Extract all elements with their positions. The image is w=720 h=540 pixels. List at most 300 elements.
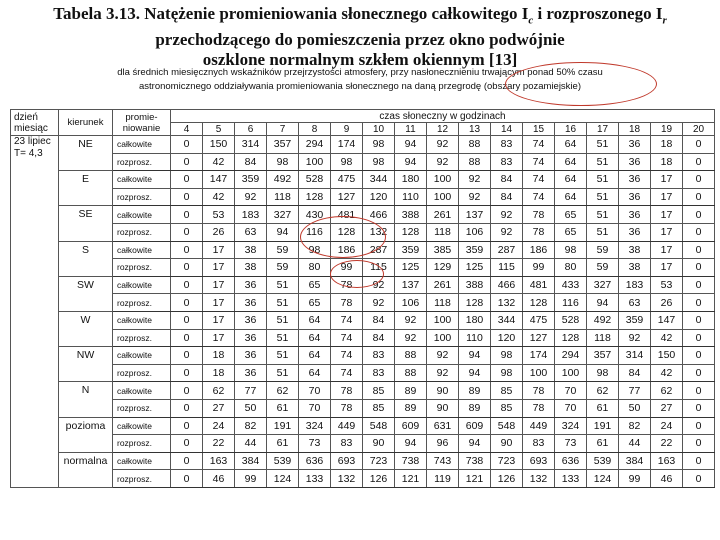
value-cell: 74: [523, 188, 555, 206]
value-cell: 17: [203, 311, 235, 329]
value-cell: 388: [395, 206, 427, 224]
table-row: [11, 294, 715, 312]
value-cell: 84: [619, 364, 651, 382]
value-cell: 92: [363, 294, 395, 312]
value-cell: 59: [267, 241, 299, 259]
value-cell: 36: [619, 223, 651, 241]
value-cell: 51: [267, 347, 299, 365]
radiation-type-diffuse: rozprosz.: [113, 153, 171, 171]
value-cell: 133: [555, 470, 587, 488]
value-cell: 115: [491, 259, 523, 277]
radiation-type-total: całkowite: [113, 417, 171, 435]
value-cell: 539: [587, 452, 619, 470]
value-cell: 92: [235, 188, 267, 206]
value-cell: 70: [299, 382, 331, 400]
value-cell: 287: [363, 241, 395, 259]
value-cell: 85: [491, 399, 523, 417]
radiation-table: [10, 109, 715, 488]
value-cell: 51: [267, 364, 299, 382]
value-cell: 96: [427, 435, 459, 453]
value-cell: 92: [427, 364, 459, 382]
value-cell: 78: [331, 294, 363, 312]
value-cell: 84: [363, 311, 395, 329]
value-cell: 183: [235, 206, 267, 224]
value-cell: 46: [203, 470, 235, 488]
value-cell: 0: [171, 452, 203, 470]
value-cell: 70: [555, 382, 587, 400]
value-cell: 51: [587, 206, 619, 224]
value-cell: 388: [459, 276, 491, 294]
value-cell: 0: [171, 136, 203, 154]
value-cell: 98: [331, 153, 363, 171]
value-cell: 127: [523, 329, 555, 347]
value-cell: 98: [491, 364, 523, 382]
value-cell: 17: [651, 259, 683, 277]
table-row: [11, 171, 715, 189]
value-cell: 63: [619, 294, 651, 312]
value-cell: 85: [363, 399, 395, 417]
direction-cell: pozioma: [59, 417, 113, 452]
value-cell: 74: [331, 364, 363, 382]
radiation-type-total: całkowite: [113, 311, 171, 329]
value-cell: 475: [523, 311, 555, 329]
value-cell: 609: [459, 417, 491, 435]
value-cell: 50: [619, 399, 651, 417]
radiation-type-total: całkowite: [113, 347, 171, 365]
value-cell: 65: [299, 294, 331, 312]
value-cell: 100: [427, 311, 459, 329]
direction-cell: S: [59, 241, 113, 276]
direction-cell: N: [59, 382, 113, 417]
value-cell: 84: [235, 153, 267, 171]
value-cell: 62: [651, 382, 683, 400]
value-cell: 106: [395, 294, 427, 312]
value-cell: 127: [331, 188, 363, 206]
radiation-type-diffuse: rozprosz.: [113, 259, 171, 277]
value-cell: 98: [363, 153, 395, 171]
value-cell: 24: [203, 417, 235, 435]
value-cell: 92: [491, 206, 523, 224]
value-cell: 17: [651, 241, 683, 259]
hour-header-14: 14: [491, 123, 523, 136]
table-body: [11, 136, 715, 488]
value-cell: 59: [587, 241, 619, 259]
header-day-month: dzień miesiąc: [11, 110, 59, 136]
value-cell: 94: [459, 347, 491, 365]
value-cell: 481: [523, 276, 555, 294]
value-cell: 128: [395, 223, 427, 241]
table-title: [0, 4, 720, 70]
direction-cell: E: [59, 171, 113, 206]
hour-header-5: 5: [203, 123, 235, 136]
hour-header-13: 13: [459, 123, 491, 136]
value-cell: 314: [235, 136, 267, 154]
value-cell: 78: [331, 399, 363, 417]
value-cell: 83: [523, 435, 555, 453]
value-cell: 53: [203, 206, 235, 224]
value-cell: 180: [395, 171, 427, 189]
value-cell: 42: [203, 188, 235, 206]
value-cell: 83: [363, 347, 395, 365]
value-cell: 51: [587, 188, 619, 206]
value-cell: 27: [203, 399, 235, 417]
value-cell: 17: [651, 171, 683, 189]
value-cell: 0: [683, 311, 715, 329]
value-cell: 0: [171, 153, 203, 171]
value-cell: 357: [267, 136, 299, 154]
value-cell: 17: [203, 329, 235, 347]
value-cell: 51: [587, 171, 619, 189]
value-cell: 70: [299, 399, 331, 417]
subtitle-line-1: dla średnich miesięcznych wskaźników przejrzystości atmosfery, przy nasłonecznieniu trwającym ponad 50% czasu: [117, 67, 603, 78]
value-cell: 723: [363, 452, 395, 470]
value-cell: 100: [523, 364, 555, 382]
value-cell: 128: [555, 329, 587, 347]
value-cell: 51: [267, 329, 299, 347]
value-cell: 0: [683, 417, 715, 435]
value-cell: 327: [587, 276, 619, 294]
value-cell: 17: [651, 188, 683, 206]
value-cell: 62: [587, 382, 619, 400]
value-cell: 89: [395, 399, 427, 417]
value-cell: 261: [427, 276, 459, 294]
table-row: [11, 382, 715, 400]
table-row: [11, 223, 715, 241]
radiation-type-total: całkowite: [113, 206, 171, 224]
value-cell: 17: [651, 223, 683, 241]
value-cell: 110: [395, 188, 427, 206]
radiation-type-total: całkowite: [113, 276, 171, 294]
value-cell: 99: [235, 470, 267, 488]
value-cell: 92: [395, 329, 427, 347]
value-cell: 98: [267, 153, 299, 171]
value-cell: 64: [555, 171, 587, 189]
hour-header-8: 8: [299, 123, 331, 136]
value-cell: 125: [395, 259, 427, 277]
value-cell: 92: [363, 276, 395, 294]
table-row: [11, 136, 715, 154]
value-cell: 65: [555, 206, 587, 224]
value-cell: 385: [427, 241, 459, 259]
value-cell: 0: [171, 470, 203, 488]
table-row: [11, 311, 715, 329]
value-cell: 17: [203, 276, 235, 294]
value-cell: 723: [491, 452, 523, 470]
table-row: [11, 435, 715, 453]
value-cell: 0: [171, 276, 203, 294]
value-cell: 78: [523, 399, 555, 417]
value-cell: 50: [235, 399, 267, 417]
value-cell: 548: [363, 417, 395, 435]
hour-header-20: 20: [683, 123, 715, 136]
direction-cell: NE: [59, 136, 113, 171]
value-cell: 0: [171, 259, 203, 277]
value-cell: 92: [491, 223, 523, 241]
value-cell: 74: [331, 347, 363, 365]
value-cell: 94: [459, 435, 491, 453]
header-solar-time: czas słoneczny w godzinach: [171, 110, 715, 123]
value-cell: 94: [395, 153, 427, 171]
hour-header-18: 18: [619, 123, 651, 136]
value-cell: 36: [235, 364, 267, 382]
value-cell: 99: [331, 259, 363, 277]
value-cell: 119: [427, 470, 459, 488]
table-row: [11, 417, 715, 435]
value-cell: 83: [491, 153, 523, 171]
value-cell: 314: [619, 347, 651, 365]
title-line-1: Tabela 3.13. Natężenie promieniowania słonecznego całkowitego $I_c$ i rozproszonego $I_r$: [53, 4, 667, 27]
value-cell: 449: [523, 417, 555, 435]
value-cell: 132: [363, 223, 395, 241]
value-cell: 121: [459, 470, 491, 488]
value-cell: 83: [331, 435, 363, 453]
value-cell: 100: [427, 329, 459, 347]
value-cell: 92: [459, 188, 491, 206]
value-cell: 324: [555, 417, 587, 435]
value-cell: 433: [555, 276, 587, 294]
value-cell: 125: [459, 259, 491, 277]
value-cell: 78: [331, 382, 363, 400]
value-cell: 59: [267, 259, 299, 277]
hour-header-7: 7: [267, 123, 299, 136]
value-cell: 38: [619, 259, 651, 277]
date-cell: 23 lipiec T= 4,3: [11, 136, 59, 488]
value-cell: 743: [427, 452, 459, 470]
value-cell: 51: [267, 294, 299, 312]
value-cell: 120: [363, 188, 395, 206]
value-cell: 74: [331, 311, 363, 329]
hour-header-6: 6: [235, 123, 267, 136]
value-cell: 88: [459, 153, 491, 171]
value-cell: 359: [459, 241, 491, 259]
value-cell: 51: [267, 311, 299, 329]
value-cell: 150: [651, 347, 683, 365]
value-cell: 92: [619, 329, 651, 347]
radiation-type-total: całkowite: [113, 136, 171, 154]
value-cell: 94: [587, 294, 619, 312]
value-cell: 90: [363, 435, 395, 453]
value-cell: 124: [267, 470, 299, 488]
value-cell: 82: [235, 417, 267, 435]
value-cell: 18: [651, 153, 683, 171]
value-cell: 636: [555, 452, 587, 470]
value-cell: 100: [299, 153, 331, 171]
table-row: [11, 329, 715, 347]
value-cell: 73: [555, 435, 587, 453]
table-row: [11, 188, 715, 206]
value-cell: 0: [683, 329, 715, 347]
value-cell: 51: [587, 136, 619, 154]
value-cell: 0: [171, 347, 203, 365]
value-cell: 98: [587, 364, 619, 382]
value-cell: 88: [395, 364, 427, 382]
value-cell: 88: [395, 347, 427, 365]
value-cell: 118: [427, 223, 459, 241]
value-cell: 466: [363, 206, 395, 224]
value-cell: 0: [683, 153, 715, 171]
value-cell: 128: [523, 294, 555, 312]
value-cell: 90: [427, 399, 459, 417]
value-cell: 384: [235, 452, 267, 470]
value-cell: 36: [619, 171, 651, 189]
value-cell: 738: [395, 452, 427, 470]
value-cell: 100: [555, 364, 587, 382]
value-cell: 51: [587, 223, 619, 241]
table-row: [11, 452, 715, 470]
value-cell: 0: [683, 399, 715, 417]
value-cell: 0: [683, 276, 715, 294]
value-cell: 191: [587, 417, 619, 435]
value-cell: 261: [427, 206, 459, 224]
value-cell: 17: [203, 294, 235, 312]
value-cell: 128: [459, 294, 491, 312]
value-cell: 548: [491, 417, 523, 435]
value-cell: 98: [555, 241, 587, 259]
value-cell: 0: [171, 417, 203, 435]
value-cell: 98: [491, 347, 523, 365]
value-cell: 99: [523, 259, 555, 277]
hour-header-17: 17: [587, 123, 619, 136]
value-cell: 183: [619, 276, 651, 294]
value-cell: 294: [555, 347, 587, 365]
value-cell: 609: [395, 417, 427, 435]
value-cell: 449: [331, 417, 363, 435]
value-cell: 137: [395, 276, 427, 294]
table-row: [11, 364, 715, 382]
value-cell: 22: [651, 435, 683, 453]
value-cell: 36: [235, 276, 267, 294]
value-cell: 36: [619, 136, 651, 154]
value-cell: 89: [459, 399, 491, 417]
value-cell: 36: [619, 153, 651, 171]
value-cell: 0: [171, 399, 203, 417]
value-cell: 84: [491, 188, 523, 206]
value-cell: 150: [203, 136, 235, 154]
value-cell: 327: [267, 206, 299, 224]
hour-header-15: 15: [523, 123, 555, 136]
value-cell: 90: [427, 382, 459, 400]
value-cell: 110: [459, 329, 491, 347]
table-row: [11, 153, 715, 171]
value-cell: 26: [651, 294, 683, 312]
value-cell: 0: [171, 294, 203, 312]
value-cell: 126: [363, 470, 395, 488]
value-cell: 133: [299, 470, 331, 488]
value-cell: 492: [587, 311, 619, 329]
value-cell: 129: [427, 259, 459, 277]
value-cell: 132: [523, 470, 555, 488]
value-cell: 100: [427, 188, 459, 206]
value-cell: 693: [523, 452, 555, 470]
radiation-type-diffuse: rozprosz.: [113, 399, 171, 417]
hour-header-9: 9: [331, 123, 363, 136]
value-cell: 36: [235, 329, 267, 347]
value-cell: 36: [235, 294, 267, 312]
value-cell: 53: [651, 276, 683, 294]
value-cell: 359: [619, 311, 651, 329]
value-cell: 89: [395, 382, 427, 400]
value-cell: 85: [363, 382, 395, 400]
direction-cell: SW: [59, 276, 113, 311]
radiation-type-total: całkowite: [113, 171, 171, 189]
value-cell: 64: [299, 329, 331, 347]
value-cell: 70: [555, 399, 587, 417]
value-cell: 0: [171, 364, 203, 382]
value-cell: 18: [203, 364, 235, 382]
value-cell: 115: [363, 259, 395, 277]
hour-header-16: 16: [555, 123, 587, 136]
value-cell: 83: [363, 364, 395, 382]
value-cell: 631: [427, 417, 459, 435]
value-cell: 137: [459, 206, 491, 224]
value-cell: 24: [651, 417, 683, 435]
value-cell: 46: [651, 470, 683, 488]
value-cell: 44: [235, 435, 267, 453]
value-cell: 475: [331, 171, 363, 189]
value-cell: 384: [619, 452, 651, 470]
value-cell: 287: [491, 241, 523, 259]
value-cell: 116: [555, 294, 587, 312]
value-cell: 74: [523, 153, 555, 171]
value-cell: 118: [267, 188, 299, 206]
table-row: [11, 259, 715, 277]
value-cell: 0: [683, 136, 715, 154]
value-cell: 17: [203, 259, 235, 277]
value-cell: 92: [427, 153, 459, 171]
value-cell: 90: [491, 435, 523, 453]
direction-cell: SE: [59, 206, 113, 241]
value-cell: 492: [267, 171, 299, 189]
value-cell: 180: [459, 311, 491, 329]
value-cell: 92: [427, 347, 459, 365]
value-cell: 51: [267, 276, 299, 294]
value-cell: 82: [619, 417, 651, 435]
value-cell: 174: [523, 347, 555, 365]
value-cell: 78: [523, 206, 555, 224]
value-cell: 116: [299, 223, 331, 241]
value-cell: 359: [235, 171, 267, 189]
value-cell: 118: [427, 294, 459, 312]
value-cell: 124: [587, 470, 619, 488]
value-cell: 0: [683, 382, 715, 400]
value-cell: 344: [363, 171, 395, 189]
value-cell: 0: [683, 259, 715, 277]
value-cell: 64: [299, 311, 331, 329]
value-cell: 0: [683, 452, 715, 470]
value-cell: 132: [491, 294, 523, 312]
value-cell: 38: [235, 241, 267, 259]
value-cell: 121: [395, 470, 427, 488]
value-cell: 324: [299, 417, 331, 435]
value-cell: 83: [491, 136, 523, 154]
value-cell: 94: [395, 435, 427, 453]
hour-header-19: 19: [651, 123, 683, 136]
value-cell: 0: [171, 435, 203, 453]
value-cell: 0: [683, 241, 715, 259]
value-cell: 78: [523, 223, 555, 241]
value-cell: 0: [683, 206, 715, 224]
value-cell: 128: [331, 223, 363, 241]
value-cell: 17: [203, 241, 235, 259]
value-cell: 636: [299, 452, 331, 470]
radiation-type-diffuse: rozprosz.: [113, 435, 171, 453]
value-cell: 80: [299, 259, 331, 277]
value-cell: 174: [331, 136, 363, 154]
value-cell: 38: [235, 259, 267, 277]
value-cell: 0: [171, 223, 203, 241]
value-cell: 61: [267, 435, 299, 453]
page-cutoff: [10, 527, 697, 540]
